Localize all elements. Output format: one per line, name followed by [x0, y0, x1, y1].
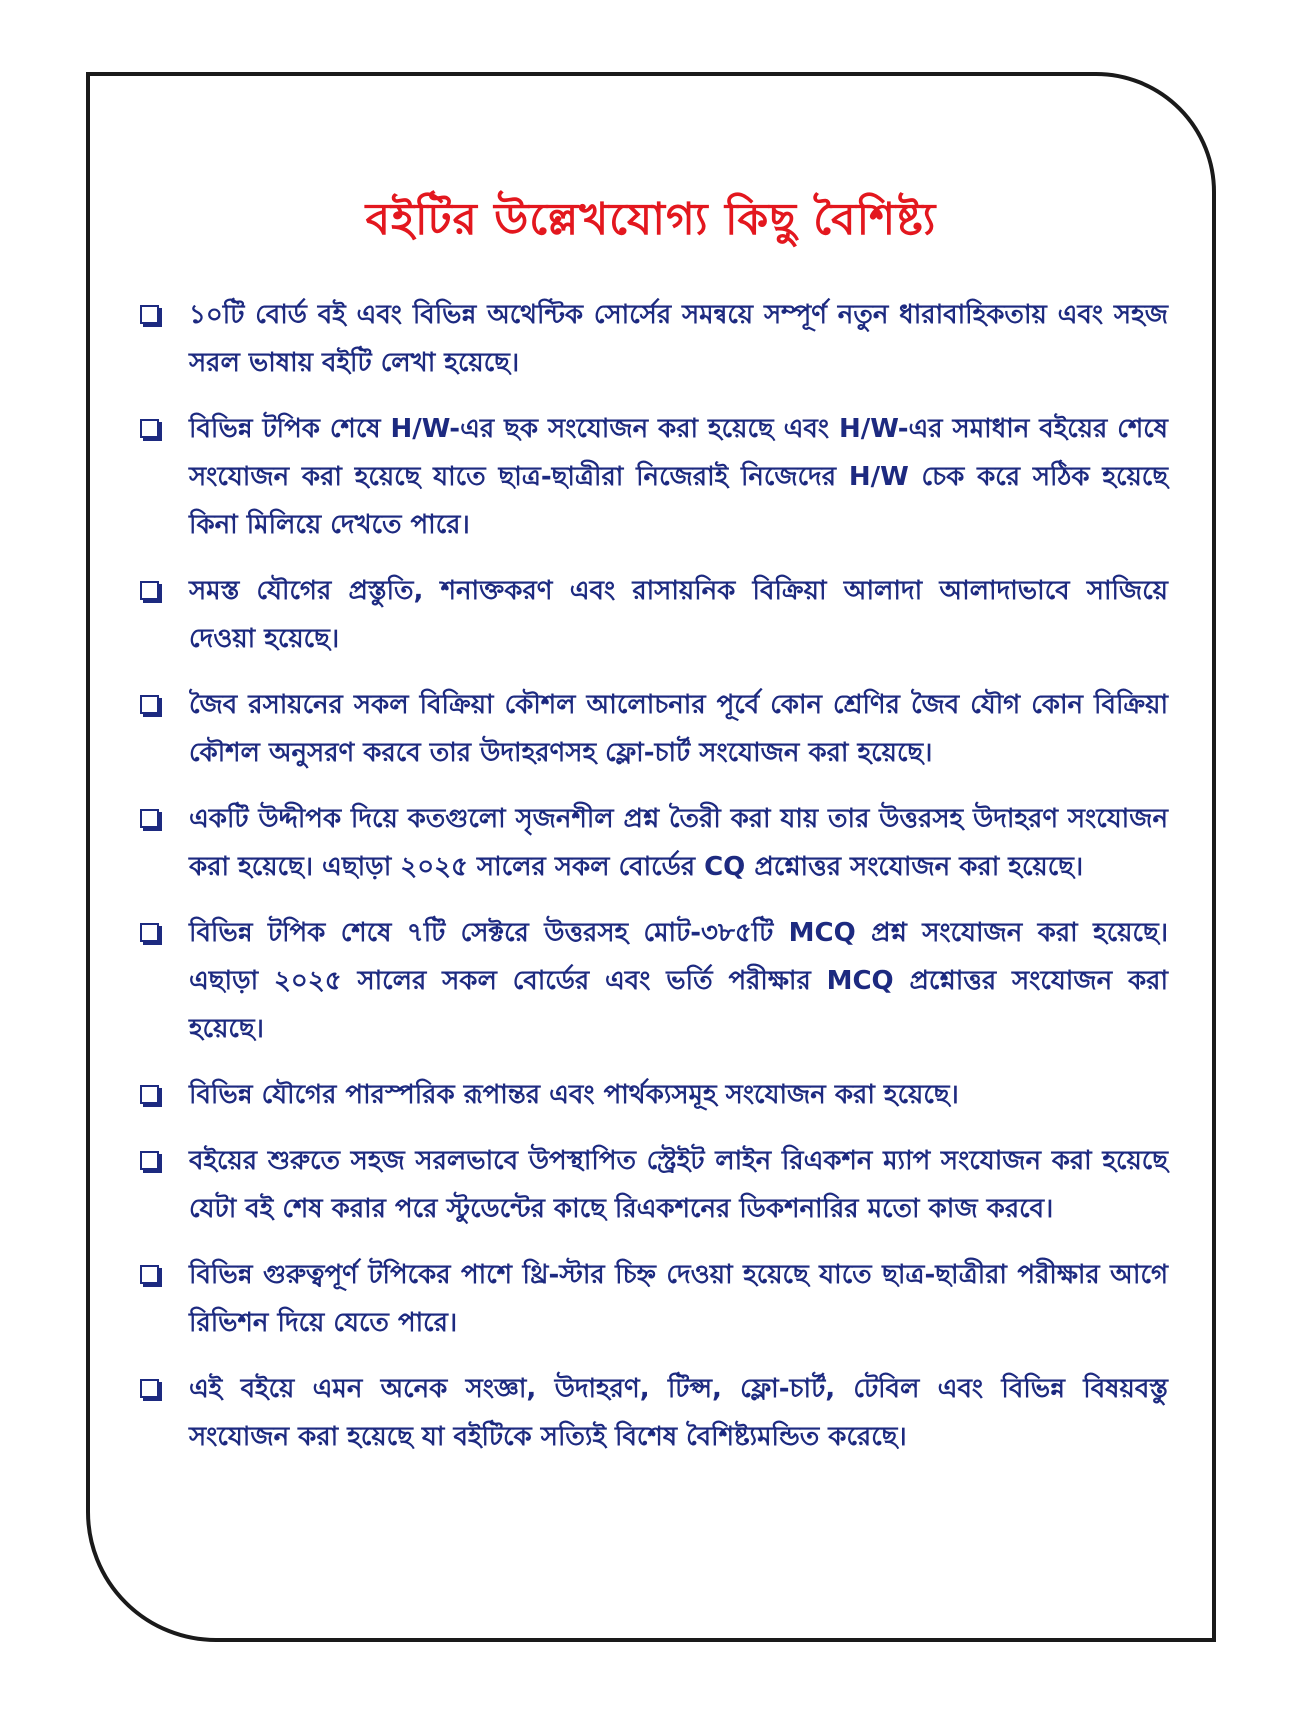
- feature-list: [140, 291, 1168, 1479]
- list-item: [140, 567, 1168, 663]
- feature-box: [86, 72, 1216, 1642]
- feature-text: সমস্ত যৌগের প্রস্তুতি, শনাক্তকরণ এবং রাসায়নিক বিক্রিয়া আলাদা আলাদাভাবে সাজিয়ে দেওয়া হয়েছে।: [189, 576, 1168, 654]
- feature-text: এই বইয়ে এমন অনেক সংজ্ঞা, উদাহরণ, টিপ্স, ফ্লো-চার্ট, টেবিল এবং বিভিন্ন বিষয়বস্তু সংযোজন করা হয়েছে যা বইটিকে সত্যিই বিশেষ বৈশিষ্ট্যমন্ডিত করেছে।: [189, 1374, 1168, 1452]
- page-title: বইটির উল্লেখযোগ্য কিছু বৈশিষ্ট্য: [365, 194, 937, 245]
- feature-text: জৈব রসায়নের সকল বিক্রিয়া কৌশল আলোচনার পূর্বে কোন শ্রেণির জৈব যৌগ কোন বিক্রিয়া কৌশল অনুসরণ করবে তার উদাহরণসহ ফ্লো-চার্ট সংযোজন করা হয়েছে।: [189, 690, 1168, 768]
- feature-text: বিভিন্ন যৌগের পারস্পরিক রূপান্তর এবং পার্থক্যসমূহ সংযোজন করা হয়েছে।: [189, 1080, 959, 1110]
- feature-text: বিভিন্ন গুরুত্বপূর্ণ টপিকের পাশে থ্রি-স্টার চিহ্ন দেওয়া হয়েছে যাতে ছাত্র-ছাত্রীরা পরীক্ষার আগে রিভিশন দিয়ে যেতে পারে।: [189, 1260, 1168, 1338]
- checkbox-bullet-icon: [140, 923, 159, 942]
- checkbox-bullet-icon: [140, 1379, 159, 1398]
- list-item: [140, 1365, 1168, 1461]
- feature-text: ১০টি বোর্ড বই এবং বিভিন্ন অথেন্টিক সোর্সের সমন্বয়ে সম্পূর্ণ নতুন ধারাবাহিকতায় এবং সহজ সরল ভাষায় বইটি লেখা হয়েছে।: [189, 300, 1168, 378]
- list-item: [140, 1071, 1168, 1119]
- list-item: [140, 795, 1168, 891]
- list-item: [140, 909, 1168, 1053]
- checkbox-bullet-icon: [140, 305, 159, 324]
- feature-text: বিভিন্ন টপিক শেষে ৭টি সেক্টরে উত্তরসহ মোট-৩৮৫টি MCQ প্রশ্ন সংযোজন করা হয়েছে। এছাড়া ২০২৫ সালের সকল বোর্ডের এবং ভর্তি পরীক্ষার MCQ প্রশ্নোত্তর সংযোজন করা হয়েছে।: [189, 918, 1168, 1044]
- checkbox-bullet-icon: [140, 809, 159, 828]
- feature-text: বিভিন্ন টপিক শেষে H/W-এর ছক সংযোজন করা হয়েছে এবং H/W-এর সমাধান বইয়ের শেষে সংযোজন করা হয়েছে যাতে ছাত্র-ছাত্রীরা নিজেরাই নিজেদের H/W চেক করে সঠিক হয়েছে কিনা মিলিয়ে দেখতে পারে।: [189, 414, 1168, 540]
- checkbox-bullet-icon: [140, 419, 159, 438]
- list-item: [140, 291, 1168, 387]
- checkbox-bullet-icon: [140, 1151, 159, 1170]
- list-item: [140, 681, 1168, 777]
- feature-text: বইয়ের শুরুতে সহজ সরলভাবে উপস্থাপিত স্ট্রেইট লাইন রিএকশন ম্যাপ সংযোজন করা হয়েছে যেটা বই শেষ করার পরে স্টুডেন্টের কাছে রিএকশনের ডিকশনারির মতো কাজ করবে।: [189, 1146, 1168, 1224]
- checkbox-bullet-icon: [140, 1265, 159, 1284]
- checkbox-bullet-icon: [140, 581, 159, 600]
- list-item: [140, 1137, 1168, 1233]
- feature-text: একটি উদ্দীপক দিয়ে কতগুলো সৃজনশীল প্রশ্ন তৈরী করা যায় তার উত্তরসহ উদাহরণ সংযোজন করা হয়েছে। এছাড়া ২০২৫ সালের সকল বোর্ডের CQ প্রশ্নোত্তর সংযোজন করা হয়েছে।: [189, 804, 1168, 882]
- list-item: [140, 405, 1168, 549]
- checkbox-bullet-icon: [140, 695, 159, 714]
- checkbox-bullet-icon: [140, 1085, 159, 1104]
- list-item: [140, 1251, 1168, 1347]
